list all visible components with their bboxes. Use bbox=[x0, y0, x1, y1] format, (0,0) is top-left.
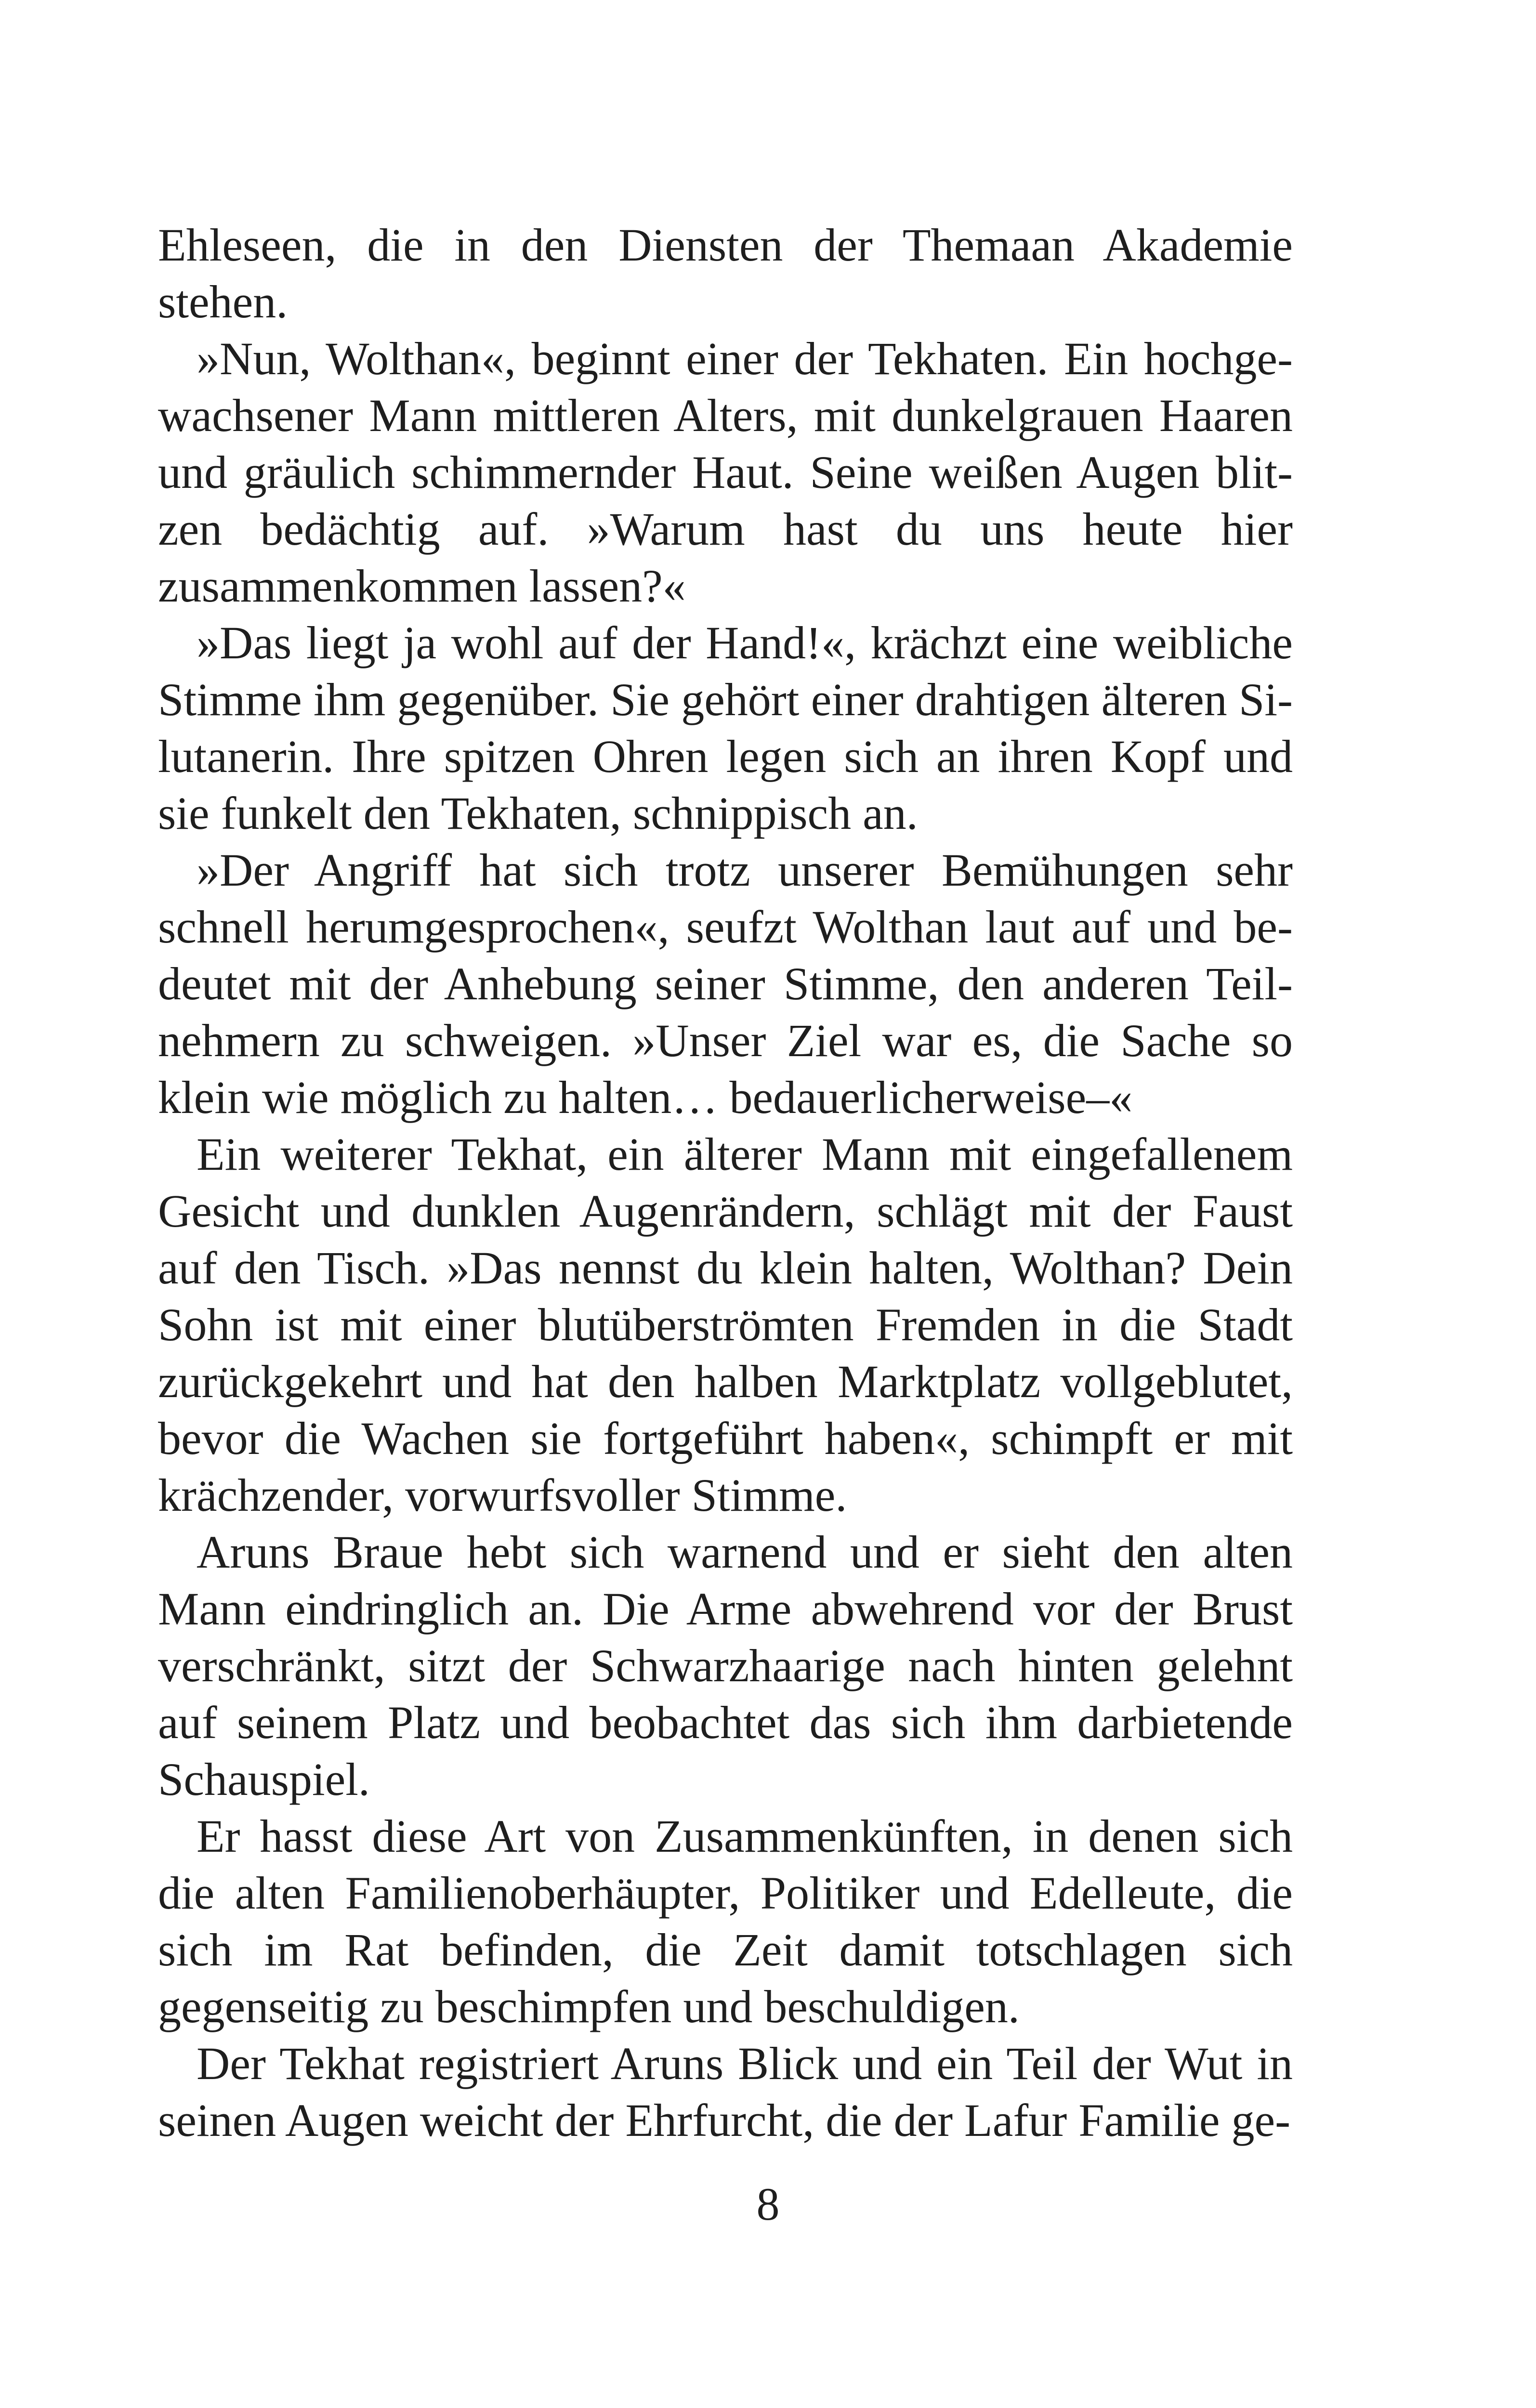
paragraph-3: »Das liegt ja wohl auf der Hand!«, krächzt eine weibliche Stimme ihm gegenüber. Sie gehört einer drahtigen älteren Silutanerin. Ihre spitzen Ohren legen sich an ihren Kopf und sie funkelt den Tekhaten, schnippisch an. bbox=[158, 617, 1293, 839]
paragraph-8: Der Tekhat registriert Aruns Blick und ein Teil der Wut in seinen Augen weicht der Ehrfurcht, die der Lafur Familie ge- bbox=[158, 2038, 1293, 2146]
paragraph-2: »Nun, Wolthan«, beginnt einer der Tekhaten. Ein hochgewachsener Mann mittleren Alters, mit dunkelgrauen Haaren und gräulich schimmernder Haut. Seine weißen Augen blitzen bedächtig auf. »Warum hast du uns heute hier zusammenkommen lassen?« bbox=[158, 333, 1293, 612]
paragraph-5: Ein weiterer Tekhat, ein älterer Mann mit eingefallenem Gesicht und dunklen Augenrändern, schlägt mit der Faust auf den Tisch. »Das nennst du klein halten, Wolthan? Dein Sohn ist mit einer blutüberströmten Fremden in die Stadt zurückgekehrt und hat den halben Marktplatz vollgeblutet, bevor die Wachen sie fortgeführt haben«, schimpft er mit krächzender, vorwurfsvoller Stimme. bbox=[158, 1128, 1293, 1521]
body-text bbox=[158, 217, 1293, 2149]
paragraph-1: Ehleseen, die in den Diensten der Themaan Akademie stehen. bbox=[158, 219, 1293, 327]
page-number: 8 bbox=[756, 2178, 780, 2230]
paragraph-6: Aruns Braue hebt sich warnend und er sieht den alten Mann eindringlich an. Die Arme abwehrend vor der Brust verschränkt, sitzt der Schwarzhaarige nach hinten gelehnt auf seinem Platz und beobachtet das sich ihm darbietende Schauspiel. bbox=[158, 1526, 1293, 1805]
paragraph-4: »Der Angriff hat sich trotz unserer Bemühungen sehr schnell herumgesprochen«, seufzt Wolthan laut auf und bedeutet mit der Anhebung seiner Stimme, den anderen Teilnehmern zu schweigen. »Unser Ziel war es, die Sache so klein wie möglich zu halten… bedauerlicherweise–« bbox=[158, 844, 1293, 1123]
paragraph-7: Er hasst diese Art von Zusammenkünften, in denen sich die alten Familienoberhäupter, Politiker und Edelleute, die sich im Rat befinden, die Zeit damit totschlagen sich gegenseitig zu beschimpfen und beschuldigen. bbox=[158, 1810, 1293, 2032]
